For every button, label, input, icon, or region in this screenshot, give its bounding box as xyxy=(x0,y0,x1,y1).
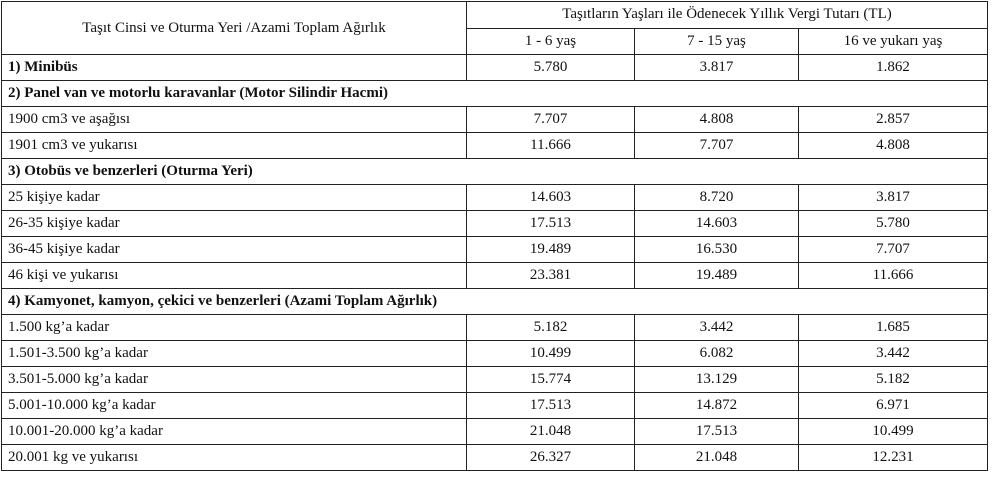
table-row xyxy=(2,419,988,445)
section-row xyxy=(2,289,988,315)
cell-value: 11.666 xyxy=(799,263,988,289)
table-row xyxy=(2,341,988,367)
table-row xyxy=(2,237,988,263)
cell-value: 4.808 xyxy=(799,133,988,159)
cell-value: 15.774 xyxy=(467,367,635,393)
table-row xyxy=(2,107,988,133)
header-tax-group: Taşıtların Yaşları ile Ödenecek Yıllık Vergi Tutarı (TL) xyxy=(467,2,988,29)
vehicle-tax-table xyxy=(1,1,988,471)
row-label: 10.001-20.000 kg’a kadar xyxy=(2,419,467,445)
header-age-1-6: 1 - 6 yaş xyxy=(467,28,635,55)
table-row xyxy=(2,55,988,81)
cell-value: 6.971 xyxy=(799,393,988,419)
row-label: 46 kişi ve yukarısı xyxy=(2,263,467,289)
cell-value: 11.666 xyxy=(467,133,635,159)
cell-value: 13.129 xyxy=(635,367,799,393)
table-row xyxy=(2,393,988,419)
section-row xyxy=(2,81,988,107)
cell-value: 23.381 xyxy=(467,263,635,289)
cell-value: 5.182 xyxy=(799,367,988,393)
cell-value: 17.513 xyxy=(467,211,635,237)
table-row xyxy=(2,263,988,289)
row-label: 1) Minibüs xyxy=(2,55,467,81)
table-row xyxy=(2,315,988,341)
table-row xyxy=(2,445,988,471)
table-row xyxy=(2,185,988,211)
row-label: 1900 cm3 ve aşağısı xyxy=(2,107,467,133)
cell-value: 5.780 xyxy=(467,55,635,81)
header-category: Taşıt Cinsi ve Oturma Yeri /Azami Toplam Ağırlık xyxy=(2,2,467,55)
cell-value: 7.707 xyxy=(467,107,635,133)
cell-value: 1.862 xyxy=(799,55,988,81)
cell-value: 16.530 xyxy=(635,237,799,263)
table-row xyxy=(2,367,988,393)
cell-value: 6.082 xyxy=(635,341,799,367)
cell-value: 4.808 xyxy=(635,107,799,133)
section-title: 4) Kamyonet, kamyon, çekici ve benzerleri (Azami Toplam Ağırlık) xyxy=(2,289,988,315)
cell-value: 3.817 xyxy=(799,185,988,211)
cell-value: 3.817 xyxy=(635,55,799,81)
cell-value: 10.499 xyxy=(799,419,988,445)
row-label: 36-45 kişiye kadar xyxy=(2,237,467,263)
table-row xyxy=(2,133,988,159)
cell-value: 5.182 xyxy=(467,315,635,341)
cell-value: 8.720 xyxy=(635,185,799,211)
cell-value: 12.231 xyxy=(799,445,988,471)
row-label: 3.501-5.000 kg’a kadar xyxy=(2,367,467,393)
cell-value: 7.707 xyxy=(635,133,799,159)
cell-value: 21.048 xyxy=(467,419,635,445)
cell-value: 17.513 xyxy=(467,393,635,419)
cell-value: 17.513 xyxy=(635,419,799,445)
section-row xyxy=(2,159,988,185)
cell-value: 10.499 xyxy=(467,341,635,367)
cell-value: 21.048 xyxy=(635,445,799,471)
row-label: 5.001-10.000 kg’a kadar xyxy=(2,393,467,419)
section-title: 3) Otobüs ve benzerleri (Oturma Yeri) xyxy=(2,159,988,185)
row-label: 25 kişiye kadar xyxy=(2,185,467,211)
section-title: 2) Panel van ve motorlu karavanlar (Motor Silindir Hacmi) xyxy=(2,81,988,107)
cell-value: 5.780 xyxy=(799,211,988,237)
header-age-16-plus: 16 ve yukarı yaş xyxy=(799,28,988,55)
row-label: 1.500 kg’a kadar xyxy=(2,315,467,341)
cell-value: 7.707 xyxy=(799,237,988,263)
row-label: 1.501-3.500 kg’a kadar xyxy=(2,341,467,367)
cell-value: 14.603 xyxy=(635,211,799,237)
row-label: 1901 cm3 ve yukarısı xyxy=(2,133,467,159)
cell-value: 26.327 xyxy=(467,445,635,471)
row-label: 26-35 kişiye kadar xyxy=(2,211,467,237)
cell-value: 14.872 xyxy=(635,393,799,419)
header-age-7-15: 7 - 15 yaş xyxy=(635,28,799,55)
row-label: 20.001 kg ve yukarısı xyxy=(2,445,467,471)
cell-value: 14.603 xyxy=(467,185,635,211)
table-row xyxy=(2,211,988,237)
cell-value: 19.489 xyxy=(467,237,635,263)
cell-value: 19.489 xyxy=(635,263,799,289)
cell-value: 3.442 xyxy=(799,341,988,367)
cell-value: 1.685 xyxy=(799,315,988,341)
cell-value: 3.442 xyxy=(635,315,799,341)
cell-value: 2.857 xyxy=(799,107,988,133)
